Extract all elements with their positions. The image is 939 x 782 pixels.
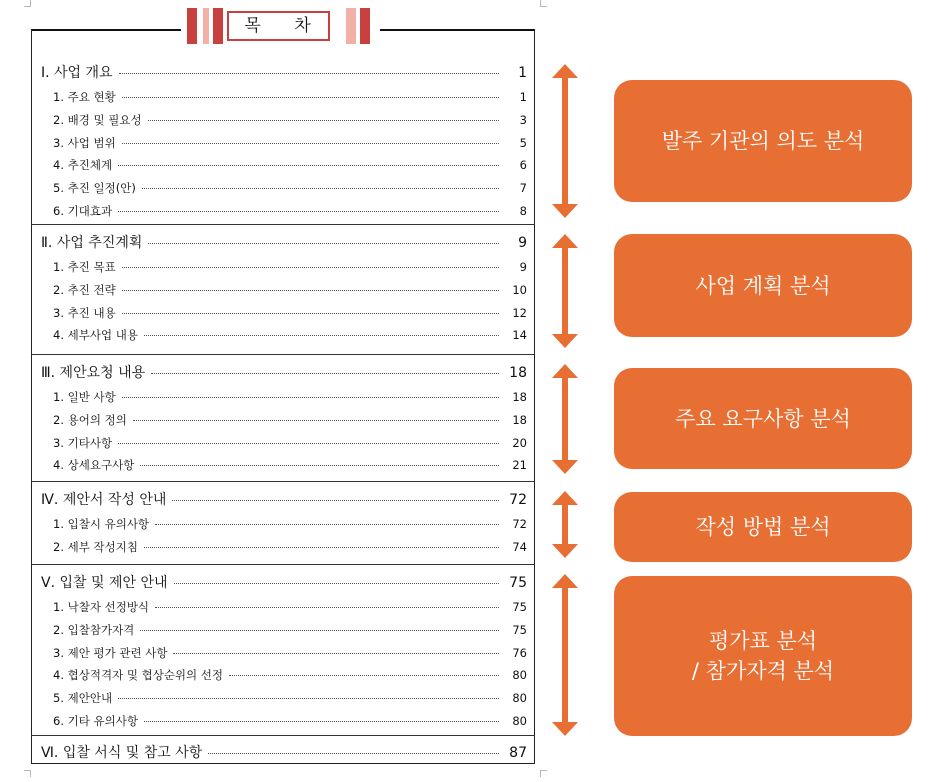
- toc-item-label: 2. 추진 전략: [53, 282, 116, 297]
- dot-leader: [172, 499, 499, 501]
- toc-item-page: 74: [512, 539, 527, 554]
- toc-item-page: 7: [519, 181, 527, 196]
- toc-item-page: 21: [512, 458, 527, 473]
- double-arrow-icon: [552, 491, 578, 558]
- dot-leader: [119, 72, 499, 74]
- dot-leader: [208, 752, 499, 754]
- dot-leader: [174, 582, 500, 584]
- toc-item-page: 76: [512, 645, 527, 660]
- toc-item-page: 12: [512, 305, 527, 320]
- dot-leader: [122, 142, 499, 144]
- toc-section: [31, 489, 535, 509]
- toc-item-page: 72: [512, 517, 527, 531]
- analysis-callout: 발주 기관의 의도 분석: [614, 80, 912, 202]
- toc-item: [31, 713, 535, 729]
- dot-leader: [229, 674, 499, 676]
- toc-item-label: 1. 추진 목표: [53, 260, 116, 274]
- crop-mark: [24, 0, 31, 7]
- toc-item-page: 80: [512, 668, 527, 683]
- double-arrow-icon: [552, 364, 578, 474]
- double-arrow-icon: [552, 574, 578, 736]
- dot-leader: [144, 334, 499, 336]
- toc-section-page: 75: [509, 575, 527, 591]
- dot-leader: [122, 312, 499, 314]
- analysis-callout: 사업 계획 분석: [614, 234, 912, 337]
- dot-leader: [118, 442, 499, 444]
- toc-item-label: 4. 세부사업 내용: [53, 328, 138, 343]
- toc-item-page: 75: [512, 622, 527, 637]
- toc-section: [31, 232, 535, 252]
- toc-item: [31, 89, 535, 105]
- toc-item: [31, 690, 535, 706]
- dot-leader: [148, 242, 499, 244]
- toc-item-label: 2. 배경 및 필요성: [53, 112, 142, 127]
- toc-section-label: Ⅲ. 제안요청 내용: [41, 365, 146, 381]
- crop-mark: [540, 0, 547, 7]
- toc-item-page: 80: [512, 714, 527, 728]
- toc-item-page: 14: [512, 328, 527, 343]
- toc-section-label: Ⅱ. 사업 추진계획: [41, 235, 143, 251]
- dot-leader: [142, 187, 499, 189]
- dot-leader: [144, 546, 499, 548]
- toc-section-page: 87: [509, 745, 527, 761]
- toc-item-label: 3. 사업 범위: [53, 135, 116, 150]
- toc-item-label: 3. 제안 평가 관련 사항: [53, 645, 168, 660]
- dot-leader: [148, 119, 499, 121]
- toc-item-label: 6. 기대효과: [53, 204, 113, 218]
- crop-mark: [540, 770, 547, 777]
- toc-item-label: 5. 추진 일정(안): [53, 181, 136, 196]
- toc-section-label: Ⅰ. 사업 개요: [41, 65, 113, 81]
- toc-item-page: 3: [519, 112, 527, 127]
- toc-section-page: 1: [518, 65, 527, 81]
- toc-section-page: 18: [509, 365, 527, 381]
- dot-leader: [122, 289, 499, 291]
- toc-section: [31, 62, 535, 82]
- analysis-callout: 평가표 분석 / 참가자격 분석: [614, 576, 912, 736]
- toc-item: [31, 667, 535, 683]
- analysis-callout: 주요 요구사항 분석: [614, 368, 912, 469]
- toc-item-label: 3. 추진 내용: [53, 305, 116, 320]
- toc-item-label: 1. 낙찰자 선정방식: [53, 600, 150, 614]
- toc-item-page: 5: [519, 135, 527, 150]
- toc-section-page: 9: [518, 235, 527, 251]
- toc-item: [31, 259, 535, 275]
- dot-leader: [122, 96, 499, 98]
- toc-section-label: Ⅳ. 제안서 작성 안내: [41, 492, 167, 508]
- toc-section: [31, 572, 535, 592]
- toc-item-page: 8: [519, 204, 527, 218]
- toc-section: [31, 742, 535, 762]
- double-arrow-icon: [552, 64, 578, 218]
- toc-item-page: 18: [512, 412, 527, 427]
- double-arrow-icon: [552, 234, 578, 348]
- dot-leader: [118, 210, 499, 212]
- toc-item-label: 2. 입찰참가자격: [53, 622, 135, 637]
- toc-item-page: 1: [519, 90, 527, 104]
- toc-item: [31, 412, 535, 428]
- dot-leader: [144, 720, 499, 722]
- toc-item: [31, 389, 535, 405]
- toc-section-page: 72: [509, 492, 527, 508]
- dot-leader: [122, 266, 499, 268]
- crop-mark: [24, 770, 31, 777]
- toc-item-label: 4. 상세요구사항: [53, 458, 135, 473]
- dot-leader: [118, 697, 499, 699]
- toc-item: [31, 435, 535, 451]
- toc-item: [31, 203, 535, 219]
- toc-item: [31, 112, 535, 128]
- toc-item-label: 4. 협상적격자 및 협상순위의 선정: [53, 668, 224, 683]
- toc-item-page: 9: [519, 260, 527, 274]
- section-divider: [31, 224, 535, 225]
- toc-item-label: 6. 기타 유의사항: [53, 714, 138, 728]
- toc-item-label: 1. 일반 사항: [53, 390, 116, 404]
- toc-item-page: 18: [512, 390, 527, 404]
- analysis-callout: 작성 방법 분석: [614, 492, 912, 562]
- toc-item-page: 75: [512, 600, 527, 614]
- toc-item: [31, 327, 535, 343]
- toc-title: 목 차: [227, 11, 330, 41]
- toc-item-label: 1. 입찰시 유의사항: [53, 517, 150, 531]
- dot-leader: [155, 523, 499, 525]
- toc-item-page: 10: [512, 282, 527, 297]
- toc-item-label: 1. 주요 현황: [53, 90, 116, 104]
- section-divider: [31, 735, 535, 736]
- toc-item: [31, 539, 535, 555]
- toc-item: [31, 180, 535, 196]
- toc-item: [31, 305, 535, 321]
- dot-leader: [140, 464, 499, 466]
- toc-item-label: 2. 세부 작성지침: [53, 539, 138, 554]
- dot-leader: [133, 419, 499, 421]
- toc-item-label: 2. 용어의 정의: [53, 412, 127, 427]
- toc-item: [31, 622, 535, 638]
- toc-item: [31, 135, 535, 151]
- dot-leader: [151, 372, 499, 374]
- toc-item-page: 80: [512, 691, 527, 706]
- section-divider: [31, 481, 535, 482]
- dot-leader: [122, 396, 499, 398]
- toc-item-label: 3. 기타사항: [53, 435, 113, 450]
- toc-item-page: 20: [512, 435, 527, 450]
- dot-leader: [173, 652, 499, 654]
- dot-leader: [118, 164, 499, 166]
- toc-item: [31, 516, 535, 532]
- toc-item-page: 6: [519, 158, 527, 173]
- toc-item-label: 4. 추진체계: [53, 158, 113, 173]
- toc-item: [31, 645, 535, 661]
- section-divider: [31, 564, 535, 565]
- toc-item-label: 5. 제안안내: [53, 691, 113, 706]
- toc-section-label: Ⅴ. 입찰 및 제안 안내: [41, 575, 168, 591]
- toc-item: [31, 157, 535, 173]
- dot-leader: [155, 606, 499, 608]
- toc-item: [31, 282, 535, 298]
- dot-leader: [140, 629, 499, 631]
- toc-item: [31, 599, 535, 615]
- toc-section-label: Ⅵ. 입찰 서식 및 참고 사항: [41, 745, 203, 761]
- section-divider: [31, 354, 535, 355]
- toc-item: [31, 457, 535, 473]
- toc-section: [31, 362, 535, 382]
